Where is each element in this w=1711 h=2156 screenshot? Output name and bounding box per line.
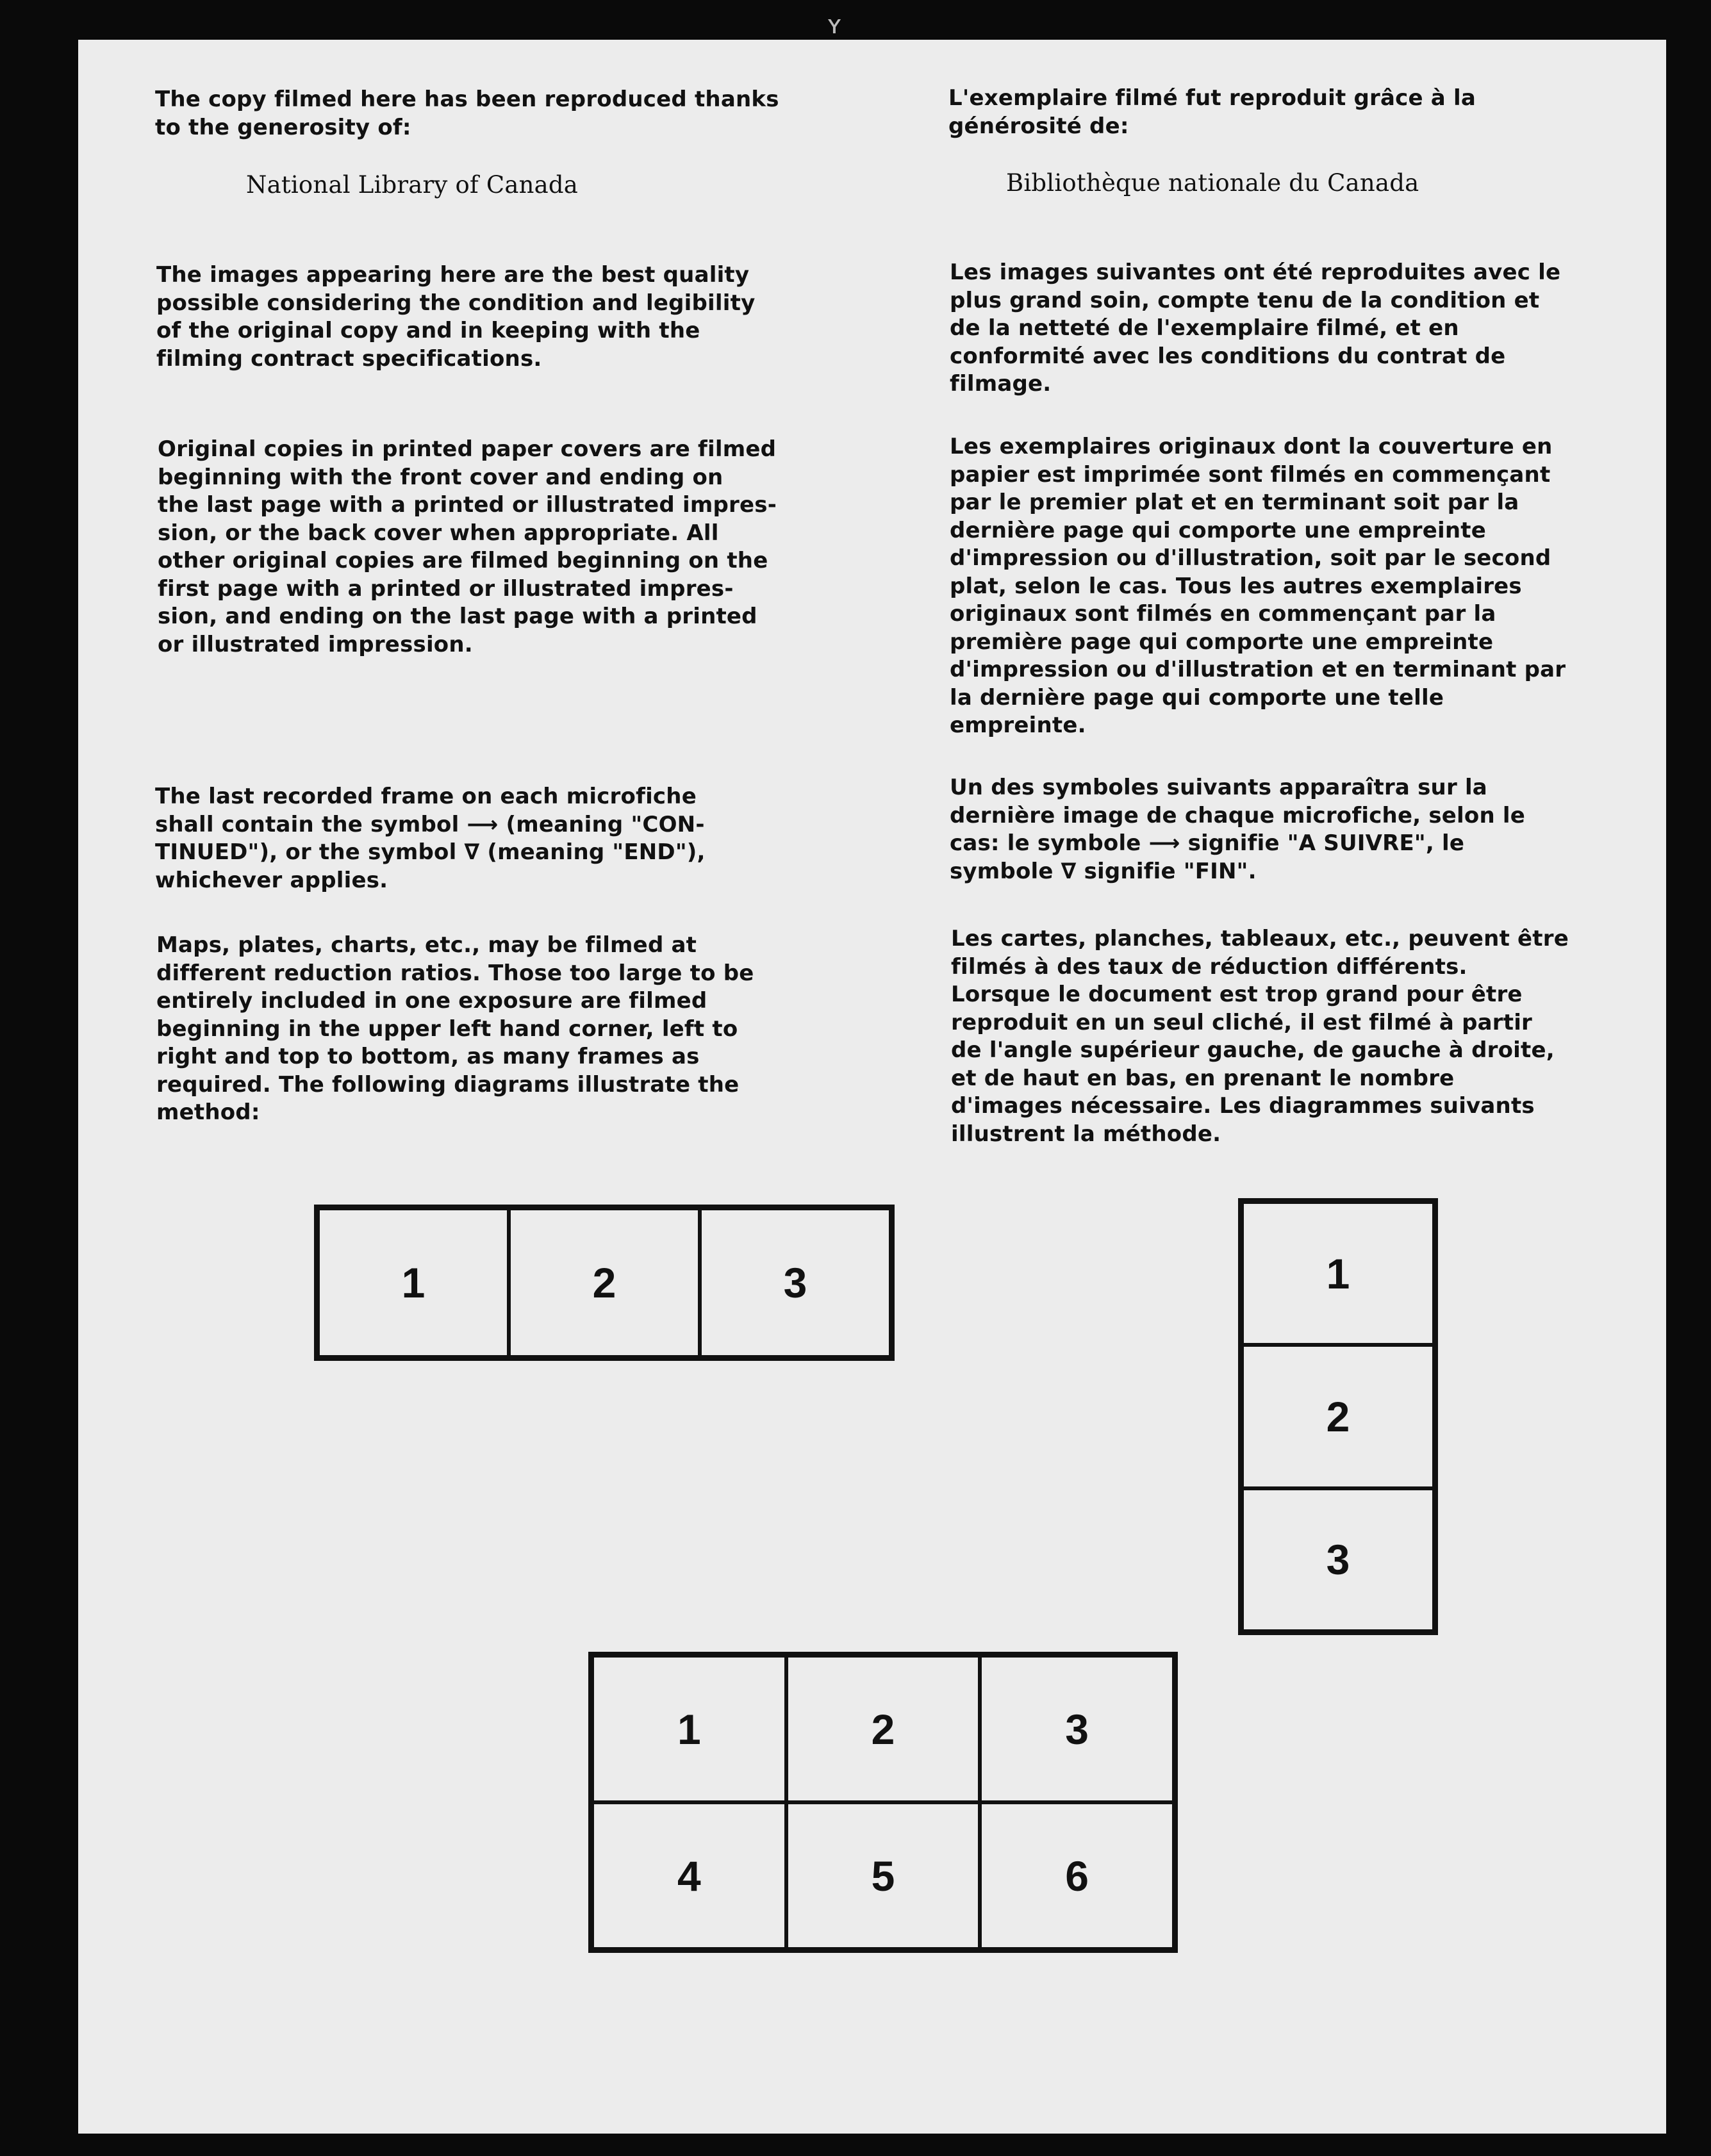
diagram-cell: 3 [1242, 1488, 1434, 1631]
diagram-cell: 3 [700, 1208, 891, 1357]
left-intro: The copy filmed here has been reproduced thanks to the generosity of: [155, 86, 779, 140]
diagram-vertical [1238, 1198, 1438, 1635]
diagram-cell: 1 [592, 1656, 786, 1802]
diagram-cell: 1 [1242, 1202, 1434, 1345]
diagram-cell: 2 [509, 1208, 700, 1357]
diagram-cell: 3 [980, 1656, 1174, 1802]
left-quality-paragraph: The images appearing here are the best quality possible considering the condition and legibility of the original copy and in keeping with the filming contract specifications. [156, 262, 756, 372]
right-quality-paragraph: Les images suivantes ont été reproduites avec le plus grand soin, compte tenu de la condition et de la netteté de l'exemplaire filmé, et en conformité avec les conditions du contrat de filmage. [950, 259, 1561, 397]
diagram-cell: 5 [786, 1802, 980, 1949]
diagram-cell: 6 [980, 1802, 1174, 1949]
diagram-grid [588, 1652, 1178, 1953]
right-library-name: Bibliothèque nationale du Canada [1006, 169, 1419, 197]
diagram-horizontal [314, 1205, 895, 1361]
diagram-cell: 2 [1242, 1345, 1434, 1488]
left-maps-paragraph: Maps, plates, charts, etc., may be filmed at different reduction ratios. Those too large to be entirely included in one exposure are filmed beginning in the upper left hand corner, left to right and top to bottom, as many frames as required. The following diagrams illustrate the method: [156, 932, 754, 1125]
right-symbols-paragraph: Un des symboles suivants apparaîtra sur la dernière image de chaque microfiche, selon le cas: le symbole ⟶ signifie "A SUIVRE", le symbole ∇ signifie "FIN". [950, 775, 1526, 884]
diagram-cell: 2 [786, 1656, 980, 1802]
left-library-name: National Library of Canada [246, 171, 579, 199]
left-originals-paragraph: Original copies in printed paper covers are filmed beginning with the front cover and ending on the last page with a printed or illustrated impres- sion, or the back cover when appropriate. All other original copies are filmed beginning on the first page with a printed or illustrated impres- sion, and ending on the last page with a printed or illustrated impression. [158, 436, 777, 657]
right-intro: L'exemplaire filmé fut reproduit grâce à la générosité de: [948, 85, 1476, 139]
diagram-cell: 1 [318, 1208, 509, 1357]
left-symbols-paragraph: The last recorded frame on each microfiche shall contain the symbol ⟶ (meaning "CON- TINUED"), or the symbol ∇ (meaning "END"), whichever applies. [155, 784, 706, 893]
right-originals-paragraph: Les exemplaires originaux dont la couverture en papier est imprimée sont filmés en commençant par le premier plat et en terminant soit par la dernière page qui comporte une empreinte d'impression ou d'illustration, soit par le second plat, selon le cas. Tous les autres exemplaires originaux sont filmés en commençant par la première page qui comporte une empreinte d'impression ou d'illustration et en terminant par la dernière page qui comporte une telle empreinte. [950, 434, 1566, 738]
right-maps-paragraph: Les cartes, planches, tableaux, etc., peuvent être filmés à des taux de réduction différents. Lorsque le document est trop grand pour être reproduit en un seul cliché, il est filmé à partir de l'angle supérieur gauche, de gauche à droite, et de haut en bas, en prenant le nombre d'images nécessaire. Les diagrammes suivants illustrent la méthode. [951, 926, 1569, 1147]
diagram-cell: 4 [592, 1802, 786, 1949]
scan-mark: ʏ [827, 10, 843, 40]
